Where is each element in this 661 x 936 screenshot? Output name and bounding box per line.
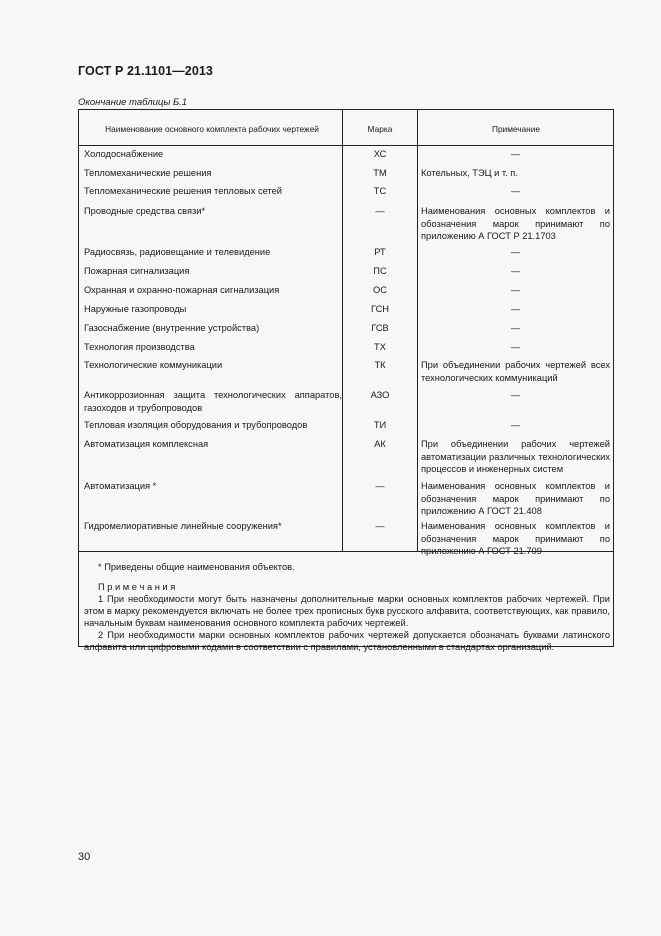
footnote: * Приведены общие наименования объектов.	[98, 562, 295, 572]
row-mark: ТИ	[373, 420, 387, 430]
row-mark: ГСВ	[371, 323, 389, 333]
row-note: Наименования основных комплектов и обозначения марок принимают по приложению А ГОСТ Р 21.1703	[421, 206, 610, 241]
row-mark: АК	[374, 439, 386, 449]
row-note: —	[510, 420, 521, 430]
row-name: Гидромелиоративные линейные сооружения*	[84, 521, 282, 531]
row-note: Котельных, ТЭЦ и т. п.	[421, 168, 518, 178]
row-note: —	[510, 266, 521, 276]
header-divider	[79, 145, 613, 146]
row-mark: ТС	[373, 186, 387, 196]
row-note: —	[510, 285, 521, 295]
row-name: Технология производства	[84, 342, 195, 352]
notes-title: П р и м е ч а н и я	[98, 582, 176, 592]
row-name: Тепловая изоляция оборудования и трубопроводов	[84, 420, 308, 430]
row-name: Холодоснабжение	[84, 149, 164, 159]
row-mark: АЗО	[370, 390, 390, 400]
row-name: Пожарная сигнализация	[84, 266, 190, 276]
table-caption: Окончание таблицы Б.1	[78, 97, 188, 108]
row-mark: РТ	[374, 247, 386, 257]
row-mark: ТК	[374, 360, 386, 370]
column-header-mark: Марка	[367, 124, 393, 134]
table-footnotes	[84, 561, 610, 653]
row-name: Охранная и охранно-пожарная сигнализация	[84, 285, 280, 295]
row-mark: —	[375, 521, 385, 531]
column-header-note: Примечание	[491, 124, 541, 134]
row-mark: ХС	[373, 149, 387, 159]
row-note: —	[510, 149, 521, 159]
row-name: Наружные газопроводы	[84, 304, 187, 314]
row-name: Тепломеханические решения тепловых сетей	[84, 186, 282, 196]
row-mark: ТМ	[373, 168, 387, 178]
column-divider	[417, 110, 418, 551]
page-number: 30	[78, 851, 91, 863]
row-note: При объединении рабочих чертежей всех технологических коммуникаций	[421, 360, 610, 383]
note-1: 1 При необходимости могут быть назначены дополнительные марки основных комплектов рабочих чертежей. При этом в марку рекомендуется включать не более трех прописных букв русского алфавита, соответствующих, как правило, начальным буквам наименования основного комплекта рабочих чертежей.	[84, 594, 610, 628]
row-note: Наименования основных комплектов и обозначения марок принимают по приложению А ГОСТ 21.408	[421, 481, 610, 516]
column-divider	[342, 110, 343, 551]
row-note: Наименования основных комплектов и обозначения марок принимают по приложению А ГОСТ 21.709	[421, 521, 610, 556]
row-mark: —	[375, 481, 385, 491]
row-name: Газоснабжение (внутренние устройства)	[84, 323, 260, 333]
note-2: 2 При необходимости марки основных комплектов рабочих чертежей допускается обозначать буквами латинского алфавита или цифровыми кодами в соответствии с правилами, установленными в стандартах организаций.	[84, 630, 610, 652]
row-note: При объединении рабочих чертежей автоматизации различных технологических процессов и инженерных систем	[421, 439, 610, 474]
row-name: Автоматизация *	[84, 481, 157, 491]
row-mark: ТХ	[374, 342, 386, 352]
row-note: —	[510, 186, 521, 196]
row-name: Радиосвязь, радиовещание и телевидение	[84, 247, 271, 257]
row-note: —	[510, 390, 521, 400]
row-name: Технологические коммуникации	[84, 360, 223, 370]
column-header-name: Наименование основного комплекта рабочих чертежей	[105, 124, 319, 134]
row-mark: ПС	[373, 266, 387, 276]
row-note: —	[510, 342, 521, 352]
row-name: Проводные средства связи*	[84, 206, 206, 216]
row-name: Тепломеханические решения	[84, 168, 212, 178]
table	[78, 109, 614, 652]
row-note: —	[510, 304, 521, 314]
row-note: —	[510, 247, 521, 257]
row-mark: ОС	[373, 285, 387, 295]
row-mark: —	[375, 206, 385, 216]
row-mark: ГСН	[370, 304, 390, 314]
document-title: ГОСТ Р 21.1101—2013	[78, 64, 213, 78]
row-note: —	[510, 323, 521, 333]
row-name: Автоматизация комплексная	[84, 439, 209, 449]
row-name: Антикоррозионная защита технологических аппаратов, газоходов и трубопроводов	[84, 390, 342, 413]
